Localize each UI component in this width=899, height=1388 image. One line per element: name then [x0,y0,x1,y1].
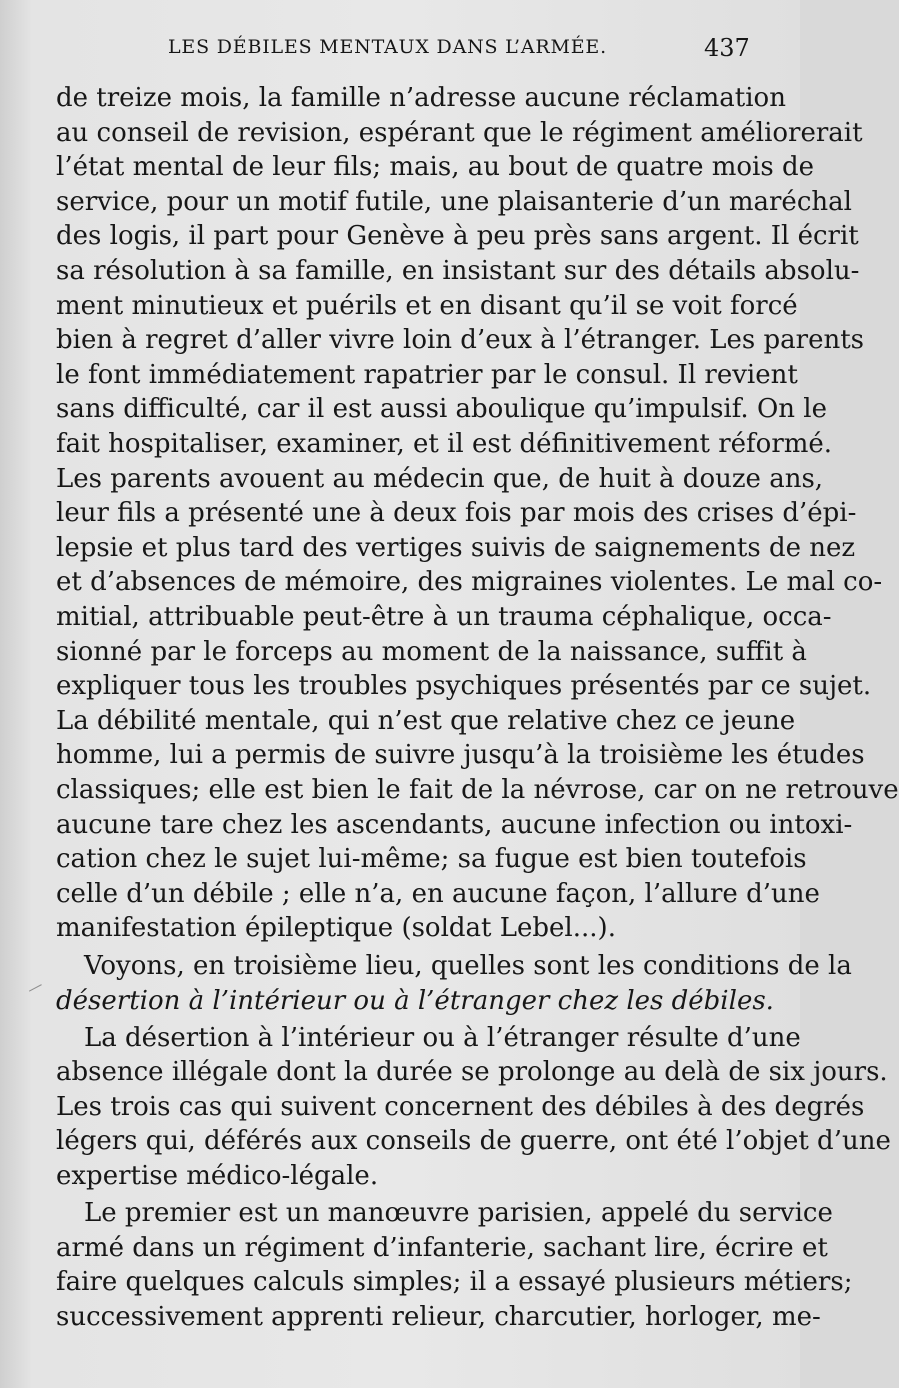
text-line: sionné par le forceps au moment de la naissance, suffit à [56,637,807,667]
page-number: 437 [704,34,750,62]
text-line: classiques; elle est bien le fait de la névrose, car on ne retrouve [56,775,899,805]
text-line: Le premier est un manœuvre parisien, appelé du service [84,1198,833,1228]
text-line: Voyons, en troisième lieu, quelles sont les conditions de la [84,951,852,981]
text-line: expertise médico-légale. [56,1161,379,1191]
scan-mark [24,975,42,991]
text-line: expliquer tous les troubles psychiques présentés par ce sujet. [56,671,872,701]
text-line: leur fils a présenté une à deux fois par mois des crises d’épi- [56,498,857,528]
text-line: bien à regret d’aller vivre loin d’eux à l’étranger. Les parents [56,325,865,355]
text-line: l’état mental de leur fils; mais, au bout de quatre mois de [56,152,814,182]
text-line: légers qui, déférés aux conseils de guerre, ont été l’objet d’une [56,1126,891,1156]
text-line: mitial, attribuable peut-être à un trauma céphalique, occa- [56,602,832,632]
text-line: cation chez le sujet lui-même; sa fugue est bien toutefois [56,844,807,874]
text-line: ment minutieux et puérils et en disant qu’il se voit forcé [56,291,798,321]
text-line: aucune tare chez les ascendants, aucune infection ou intoxi- [56,810,853,840]
text-line: sa résolution à sa famille, en insistant sur des détails absolu- [56,256,860,286]
text-line: au conseil de revision, espérant que le régiment améliorerait [56,118,863,148]
text-line: de treize mois, la famille n’adresse aucune réclamation [56,83,786,113]
text-line: service, pour un motif futile, une plaisanterie d’un maréchal [56,187,852,217]
text-line: le font immédiatement rapatrier par le consul. Il revient [56,360,798,390]
text-line: La désertion à l’intérieur ou à l’étranger résulte d’une [84,1023,801,1053]
page-header [0,34,800,62]
text-line: faire quelques calculs simples; il a essayé plusieurs métiers; [56,1267,853,1297]
text-line: fait hospitaliser, examiner, et il est définitivement réformé. [56,429,833,459]
text-line: celle d’un débile ; elle n’a, en aucune façon, l’allure d’une [56,879,820,909]
text-line: armé dans un régiment d’infanterie, sachant lire, écrire et [56,1233,828,1263]
text-line: La débilité mentale, qui n’est que relative chez ce jeune [56,706,796,736]
text-line: homme, lui a permis de suivre jusqu’à la troisième les études [56,740,865,770]
text-line: Les parents avouent au médecin que, de huit à douze ans, [56,464,824,494]
text-line: Les trois cas qui suivent concernent des débiles à des degrés [56,1092,865,1122]
text-line: et d’absences de mémoire, des migraines violentes. Le mal co- [56,567,883,597]
text-line: lepsie et plus tard des vertiges suivis de saignements de nez [56,533,856,563]
text-line: manifestation épileptique (soldat Lebel...). [56,913,616,943]
text-line: sans difficulté, car il est aussi aboulique qu’impulsif. On le [56,394,827,424]
running-head: LES DÉBILES MENTAUX DANS L’ARMÉE. [168,36,607,58]
text-line: absence illégale dont la durée se prolonge au delà de six jours. [56,1057,888,1087]
text-line: des logis, il part pour Genève à peu près sans argent. Il écrit [56,221,859,251]
text-line: successivement apprenti relieur, charcutier, horloger, me- [56,1302,821,1332]
italic-text-line: désertion à l’intérieur ou à l’étranger chez les débiles. [56,986,774,1016]
